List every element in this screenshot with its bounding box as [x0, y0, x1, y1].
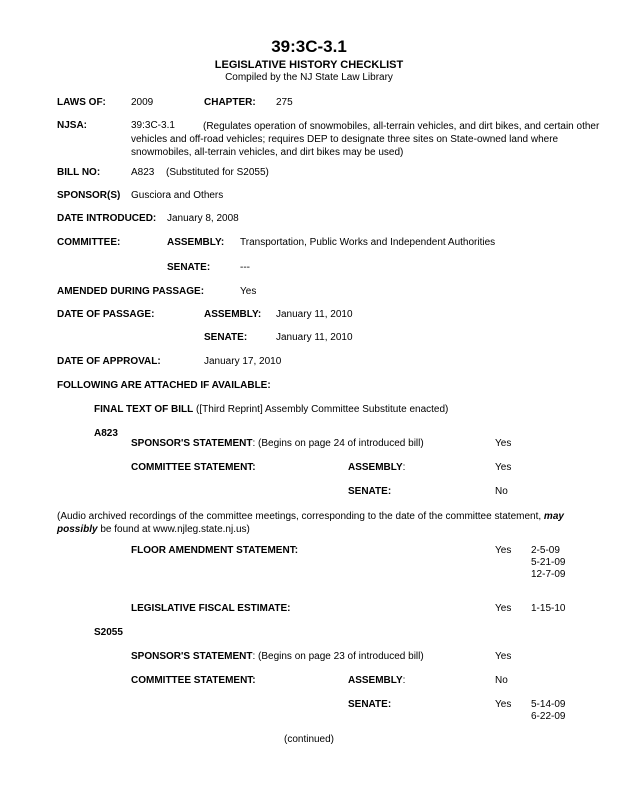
s2055-label: S2055	[94, 627, 123, 638]
audio-note-pre: (Audio archived recordings of the committee meetings, corresponding to the date of the committee statement,	[57, 511, 544, 522]
a823-floor-amendment-value: Yes	[495, 545, 512, 556]
chapter-label: CHAPTER:	[204, 97, 256, 108]
committee-senate-value: ---	[240, 262, 250, 273]
audio-note-emphasis: may possibly	[57, 511, 564, 535]
committee-assembly-value: Transportation, Public Works and Independent Authorities	[240, 237, 496, 248]
senate-date: 6-22-09	[531, 711, 566, 722]
njsa-description: (Regulates operation of snowmobiles, all-terrain vehicles, and dirt bikes, and certain other vehicles and off-road vehicles; requires DEP to designate three sites on State-owned land where snowmobiles, all-terrain vehicles, and dirt bikes may be used)	[131, 121, 600, 158]
a823-fiscal-estimate-date: 1-15-10	[531, 603, 566, 614]
laws-of-label: LAWS OF:	[57, 97, 106, 108]
floor-date: 2-5-09	[531, 545, 560, 556]
committee-label: COMMITTEE:	[57, 237, 121, 248]
a823-fiscal-estimate-value: Yes	[495, 603, 512, 614]
s2055-committee-senate-dates	[531, 699, 565, 723]
amended-label: AMENDED DURING PASSAGE:	[57, 286, 205, 297]
a823-label: A823	[94, 428, 118, 439]
audio-note-post: be found at www.njleg.state.nj.us)	[97, 524, 250, 535]
njsa-label: NJSA:	[57, 120, 88, 131]
date-of-approval-value: January 17, 2010	[204, 356, 282, 367]
date-of-passage-label: DATE OF PASSAGE:	[57, 309, 155, 320]
s2055-sponsor-statement-note: : (Begins on page 23 of introduced bill)	[252, 651, 424, 662]
s2055-committee-assembly	[348, 675, 405, 686]
committee-senate-label: SENATE:	[167, 262, 211, 273]
s2055-sponsor-statement-label: SPONSOR'S STATEMENT	[131, 651, 253, 662]
date-introduced-value: January 8, 2008	[167, 213, 239, 224]
a823-committee-assembly	[348, 462, 405, 473]
a823-committee-assembly-value: Yes	[495, 462, 512, 473]
floor-date: 5-21-09	[531, 557, 566, 568]
a823-fiscal-estimate-label: LEGISLATIVE FISCAL ESTIMATE:	[131, 603, 291, 614]
passage-assembly-value: January 11, 2010	[276, 309, 353, 320]
senate-date: 5-14-09	[531, 699, 566, 710]
s2055-committee-assembly-label: ASSEMBLY	[348, 675, 403, 686]
s2055-committee-assembly-colon: :	[402, 675, 406, 686]
bill-no-label: BILL NO:	[57, 167, 101, 178]
s2055-committee-senate-label: SENATE:	[348, 699, 392, 710]
a823-committee-assembly-colon: :	[402, 462, 406, 473]
a823-committee-senate-value: No	[495, 486, 508, 497]
sponsors-value: Gusciora and Others	[131, 190, 224, 201]
s2055-sponsor-statement-value: Yes	[495, 651, 512, 662]
final-text-value: ([Third Reprint] Assembly Committee Substitute enacted)	[196, 404, 449, 415]
a823-committee-assembly-label: ASSEMBLY	[348, 462, 403, 473]
bill-no-value: A823	[131, 167, 155, 178]
audio-note	[57, 510, 605, 536]
a823-floor-amendment-label: FLOOR AMENDMENT STATEMENT:	[131, 545, 299, 556]
a823-committee-statement-label: COMMITTEE STATEMENT:	[131, 462, 256, 473]
attachments-heading: FOLLOWING ARE ATTACHED IF AVAILABLE:	[57, 380, 271, 391]
continued-note: (continued)	[283, 734, 335, 745]
s2055-committee-senate-value: Yes	[495, 699, 512, 710]
compiled-by: Compiled by the NJ State Law Library	[225, 72, 393, 83]
njsa-code: 39:3C-3.1	[131, 120, 175, 131]
passage-senate-label: SENATE:	[204, 332, 248, 343]
chapter-value: 275	[276, 97, 293, 108]
s2055-committee-statement-label: COMMITTEE STATEMENT:	[131, 675, 256, 686]
a823-sponsor-statement-label: SPONSOR'S STATEMENT	[131, 438, 253, 449]
bill-no-note: (Substituted for S2055)	[166, 167, 269, 178]
passage-senate-value: January 11, 2010	[276, 332, 353, 343]
date-introduced-label: DATE INTRODUCED:	[57, 213, 157, 224]
a823-sponsor-statement	[131, 438, 424, 449]
floor-date: 12-7-09	[531, 569, 566, 580]
a823-sponsor-statement-value: Yes	[495, 438, 512, 449]
page-subtitle: LEGISLATIVE HISTORY CHECKLIST	[214, 59, 404, 71]
final-text-label: FINAL TEXT OF BILL	[94, 404, 194, 415]
passage-assembly-label: ASSEMBLY:	[204, 309, 262, 320]
date-of-approval-label: DATE OF APPROVAL:	[57, 356, 161, 367]
a823-floor-amendment-dates	[531, 545, 565, 581]
a823-committee-senate-label: SENATE:	[348, 486, 392, 497]
amended-value: Yes	[240, 286, 257, 297]
page-title: 39:3C-3.1	[271, 37, 347, 56]
committee-assembly-label: ASSEMBLY:	[167, 237, 225, 248]
s2055-sponsor-statement	[131, 651, 424, 662]
sponsors-label: SPONSOR(S)	[57, 190, 121, 201]
a823-sponsor-statement-note: : (Begins on page 24 of introduced bill)	[252, 438, 424, 449]
final-text-row	[94, 404, 448, 415]
s2055-committee-assembly-value: No	[495, 675, 508, 686]
laws-of-value: 2009	[131, 97, 154, 108]
